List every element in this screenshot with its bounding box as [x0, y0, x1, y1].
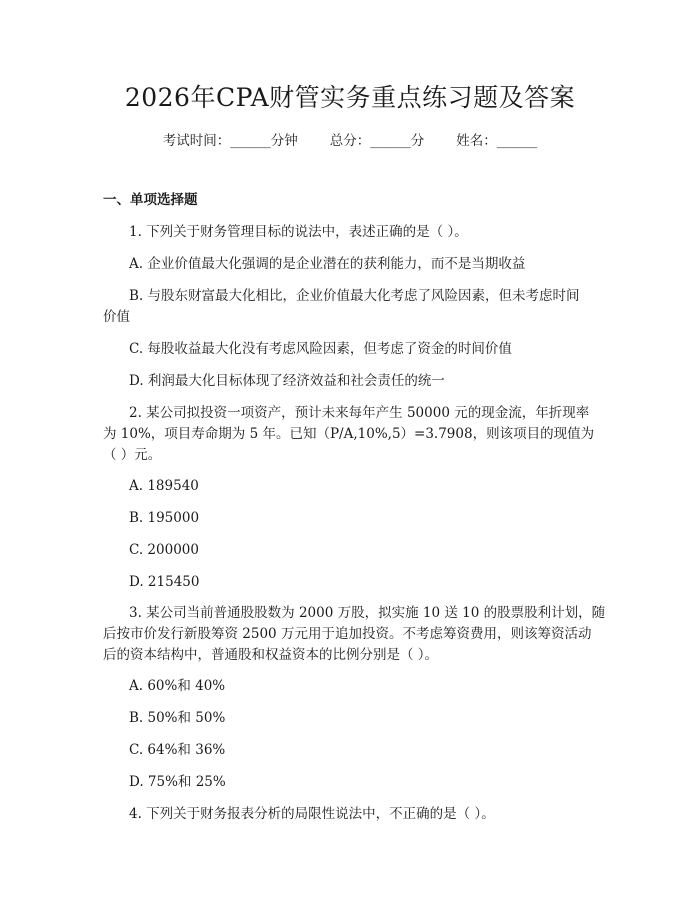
question-3-stem-end: 后的资本结构中，普通股和权益资本的比例分别是（ ）。: [103, 647, 439, 663]
question-2-option-d: D. 215450: [129, 574, 200, 590]
question-3-stem: 3. 某公司当前普通股股数为 2000 万股，拟实施 10 送 10 的股票股利计划，随: [129, 605, 606, 621]
question-3-option-d: D. 75%和 25%: [129, 774, 226, 790]
section-heading: 一、单项选择题: [103, 192, 198, 208]
question-2-option-c: C. 200000: [129, 542, 199, 558]
question-3-option-b: B. 50%和 50%: [129, 710, 226, 726]
question-2-option-a: A. 189540: [129, 478, 199, 494]
question-2-stem-end: （ ）元。: [103, 447, 162, 463]
student-name: 姓名：______: [456, 133, 538, 149]
question-1-option-a: A. 企业价值最大化强调的是企业潜在的获利能力，而不是当期收益: [129, 256, 526, 272]
question-4-stem: 4. 下列关于财务报表分析的局限性说法中，不正确的是（ ）。: [129, 806, 495, 822]
question-3-stem-cont: 后按市价发行新股筹资 2500 万元用于追加投资。不考虑筹资费用，则该筹资活动: [103, 626, 592, 642]
exam-meta: [0, 131, 700, 151]
question-2-option-b: B. 195000: [129, 510, 200, 526]
exam-time: 考试时间：______分钟: [162, 133, 298, 149]
question-1-option-c: C. 每股收益最大化没有考虑风险因素，但考虑了资金的时间价值: [129, 341, 512, 357]
total-score: 总分：______分: [329, 133, 425, 149]
question-2-stem-cont: 为 10%，项目寿命期为 5 年。已知（P/A,10%,5）=3.7908，则该项目的现值为: [103, 426, 595, 442]
question-2-stem: 2. 某公司拟投资一项资产，预计未来每年产生 50000 元的现金流，年折现率: [129, 405, 590, 421]
question-1-option-b: B. 与股东财富最大化相比，企业价值最大化考虑了风险因素，但未考虑时间: [129, 288, 580, 304]
question-1-option-b-cont: 价值: [103, 309, 130, 325]
question-1-stem: 1. 下列关于财务管理目标的说法中，表述正确的是（ ）。: [129, 224, 468, 240]
question-3-option-a: A. 60%和 40%: [129, 678, 226, 694]
document-title: 2026年CPA财管实务重点练习题及答案: [124, 83, 576, 112]
question-3-option-c: C. 64%和 36%: [129, 742, 226, 758]
question-1-option-d: D. 利润最大化目标体现了经济效益和社会责任的统一: [129, 373, 445, 389]
